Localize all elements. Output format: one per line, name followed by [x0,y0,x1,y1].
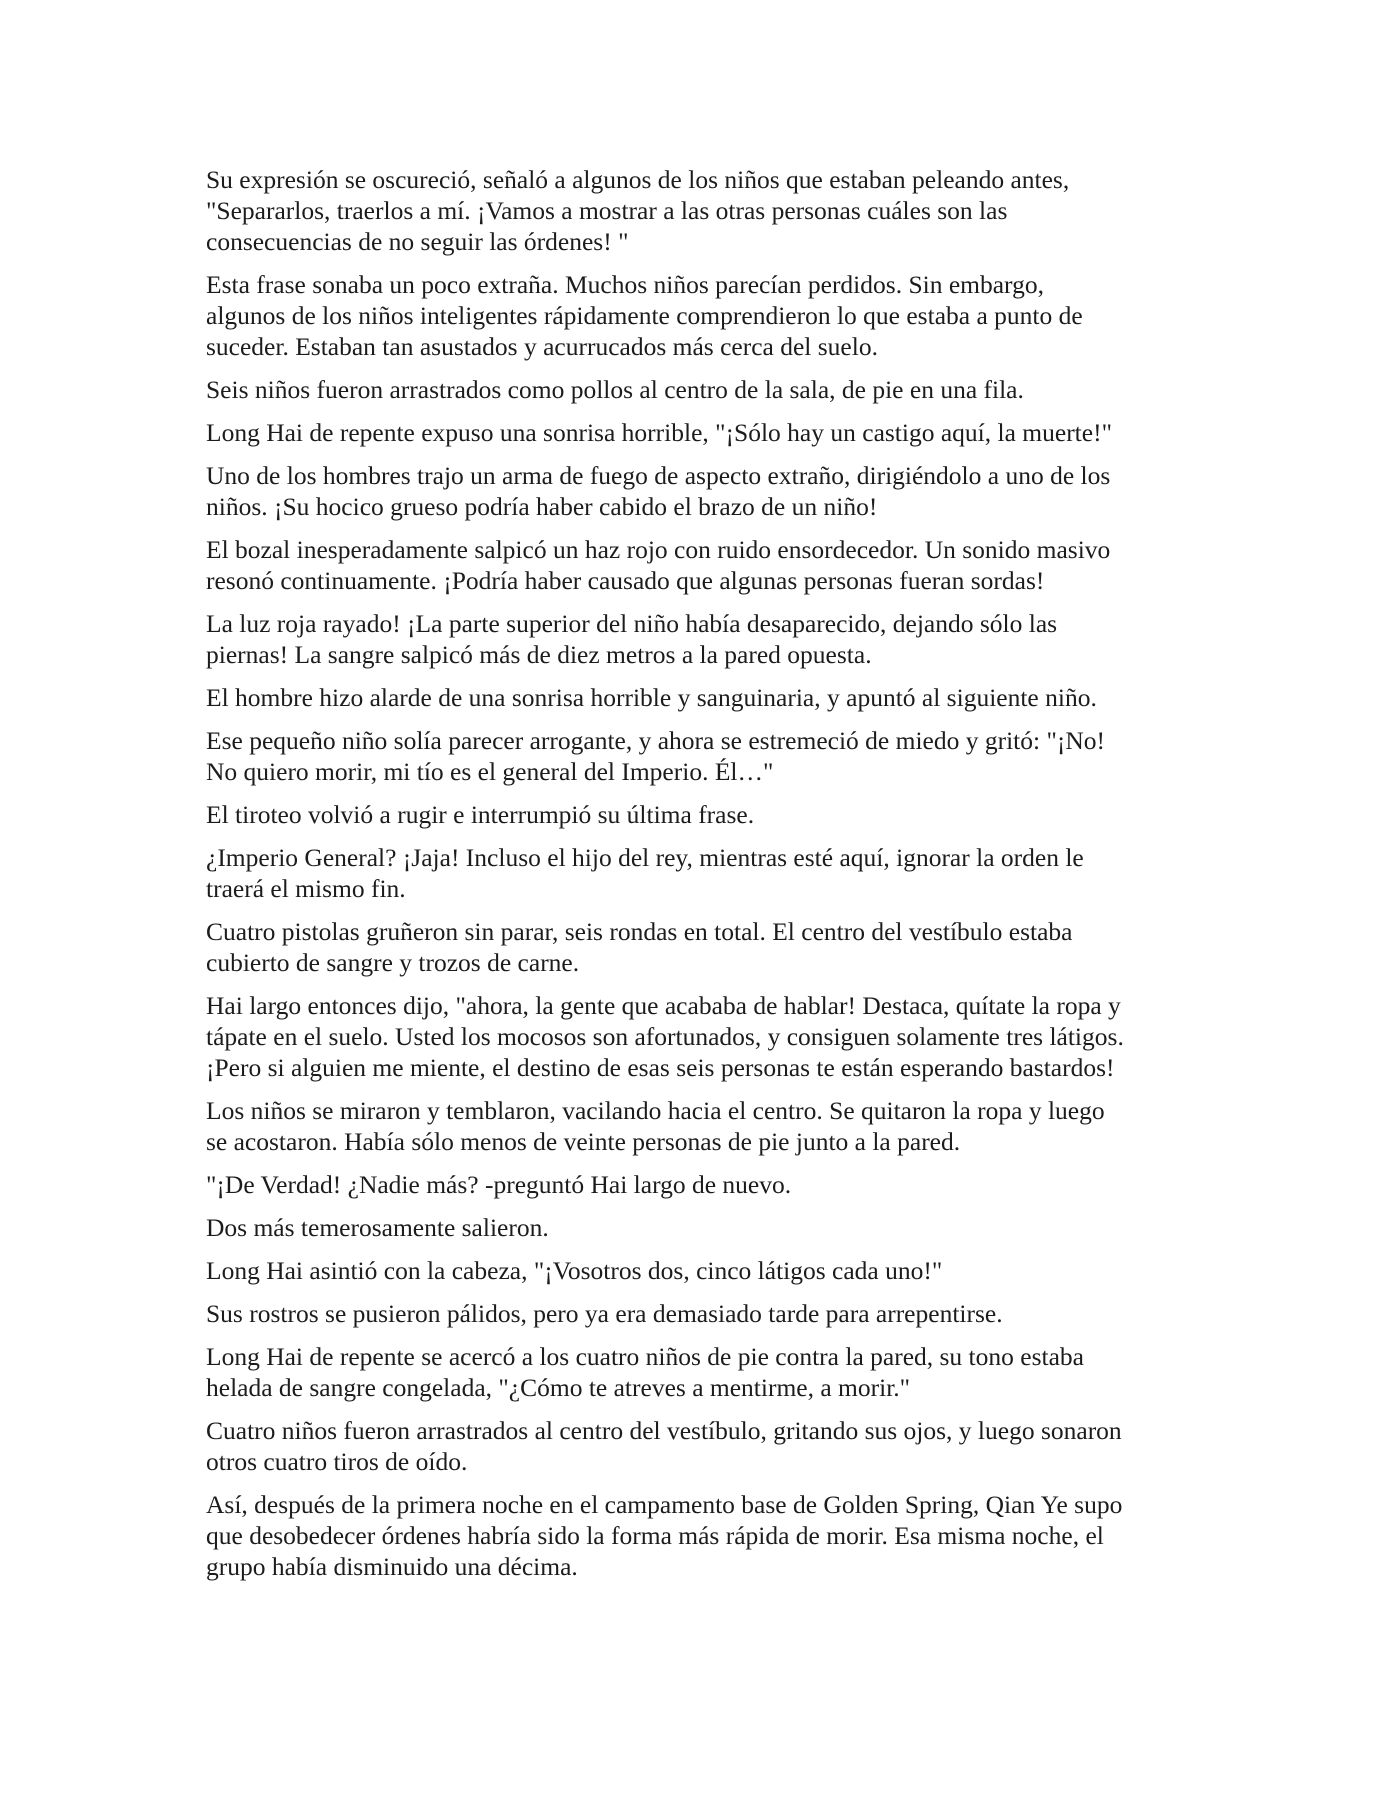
paragraph [206,725,1206,787]
text-line: resonó continuamente. ¡Podría haber causado que algunas personas fueran sordas! [206,566,1045,595]
text-line: Cuatro pistolas gruñeron sin parar, seis rondas en total. El centro del vestíbulo estaba [206,917,1073,946]
text-line: El tiroteo volvió a rugir e interrumpió su última frase. [206,800,755,829]
text-line: "¡De Verdad! ¿Nadie más? -preguntó Hai largo de nuevo. [206,1170,792,1199]
text-line: tápate en el suelo. Usted los mocosos son afortunados, y consiguen solamente tres látigos. [206,1022,1124,1051]
paragraph [206,460,1206,522]
document-page [206,164,1206,1594]
paragraph [206,1341,1206,1403]
text-line: No quiero morir, mi tío es el general del Imperio. Él…" [206,757,774,786]
text-line: Los niños se miraron y temblaron, vacilando hacia el centro. Se quitaron la ropa y luego [206,1096,1105,1125]
text-line: Long Hai de repente se acercó a los cuatro niños de pie contra la pared, su tono estaba [206,1342,1084,1371]
paragraph [206,990,1206,1083]
paragraph [206,608,1206,670]
text-line: Long Hai de repente expuso una sonrisa horrible, "¡Sólo hay un castigo aquí, la muerte!" [206,418,1112,447]
paragraph [206,534,1206,596]
text-line: que desobedecer órdenes habría sido la forma más rápida de morir. Esa misma noche, el [206,1521,1104,1550]
paragraph [206,417,1206,448]
text-line: helada de sangre congelada, "¿Cómo te atreves a mentirme, a morir." [206,1373,911,1402]
text-line: consecuencias de no seguir las órdenes! " [206,227,629,256]
paragraph [206,164,1206,257]
paragraph [206,1169,1206,1200]
text-line: cubierto de sangre y trozos de carne. [206,948,580,977]
text-line: Cuatro niños fueron arrastrados al centro del vestíbulo, gritando sus ojos, y luego sonaron [206,1416,1122,1445]
text-line: Seis niños fueron arrastrados como pollos al centro de la sala, de pie en una fila. [206,375,1024,404]
paragraph [206,1298,1206,1329]
paragraph [206,916,1206,978]
text-line: Su expresión se oscureció, señaló a algunos de los niños que estaban peleando antes, [206,165,1070,194]
text-line: Así, después de la primera noche en el campamento base de Golden Spring, Qian Ye supo [206,1490,1123,1519]
paragraph [206,842,1206,904]
text-line: Dos más temerosamente salieron. [206,1213,549,1242]
paragraph [206,1095,1206,1157]
text-line: otros cuatro tiros de oído. [206,1447,468,1476]
text-line: Sus rostros se pusieron pálidos, pero ya era demasiado tarde para arrepentirse. [206,1299,1003,1328]
text-line: Long Hai asintió con la cabeza, "¡Vosotros dos, cinco látigos cada uno!" [206,1256,943,1285]
text-line: se acostaron. Había sólo menos de veinte personas de pie junto a la pared. [206,1127,961,1156]
paragraph [206,1255,1206,1286]
text-line: ¡Pero si alguien me miente, el destino de esas seis personas te están esperando bastardos! [206,1053,1115,1082]
text-line: La luz roja rayado! ¡La parte superior del niño había desaparecido, dejando sólo las [206,609,1058,638]
paragraph [206,682,1206,713]
text-line: piernas! La sangre salpicó más de diez metros a la pared opuesta. [206,640,872,669]
paragraph [206,799,1206,830]
text-line: El bozal inesperadamente salpicó un haz rojo con ruido ensordecedor. Un sonido masivo [206,535,1111,564]
text-line: niños. ¡Su hocico grueso podría haber cabido el brazo de un niño! [206,492,878,521]
paragraph [206,1212,1206,1243]
text-line: grupo había disminuido una décima. [206,1552,578,1581]
text-line: Uno de los hombres trajo un arma de fuego de aspecto extraño, dirigiéndolo a uno de los [206,461,1111,490]
text-line: Ese pequeño niño solía parecer arrogante, y ahora se estremeció de miedo y gritó: "¡No! [206,726,1106,755]
text-line: Esta frase sonaba un poco extraña. Muchos niños parecían perdidos. Sin embargo, [206,270,1044,299]
paragraph [206,269,1206,362]
text-line: traerá el mismo fin. [206,874,406,903]
text-line: "Separarlos, traerlos a mí. ¡Vamos a mostrar a las otras personas cuáles son las [206,196,1008,225]
paragraph [206,1489,1206,1582]
text-line: algunos de los niños inteligentes rápidamente comprendieron lo que estaba a punto de [206,301,1083,330]
paragraph [206,374,1206,405]
text-line: suceder. Estaban tan asustados y acurrucados más cerca del suelo. [206,332,878,361]
text-line: ¿Imperio General? ¡Jaja! Incluso el hijo del rey, mientras esté aquí, ignorar la orden le [206,843,1084,872]
paragraph [206,1415,1206,1477]
text-line: El hombre hizo alarde de una sonrisa horrible y sanguinaria, y apuntó al siguiente niño. [206,683,1097,712]
text-line: Hai largo entonces dijo, "ahora, la gente que acababa de hablar! Destaca, quítate la ropa y [206,991,1121,1020]
